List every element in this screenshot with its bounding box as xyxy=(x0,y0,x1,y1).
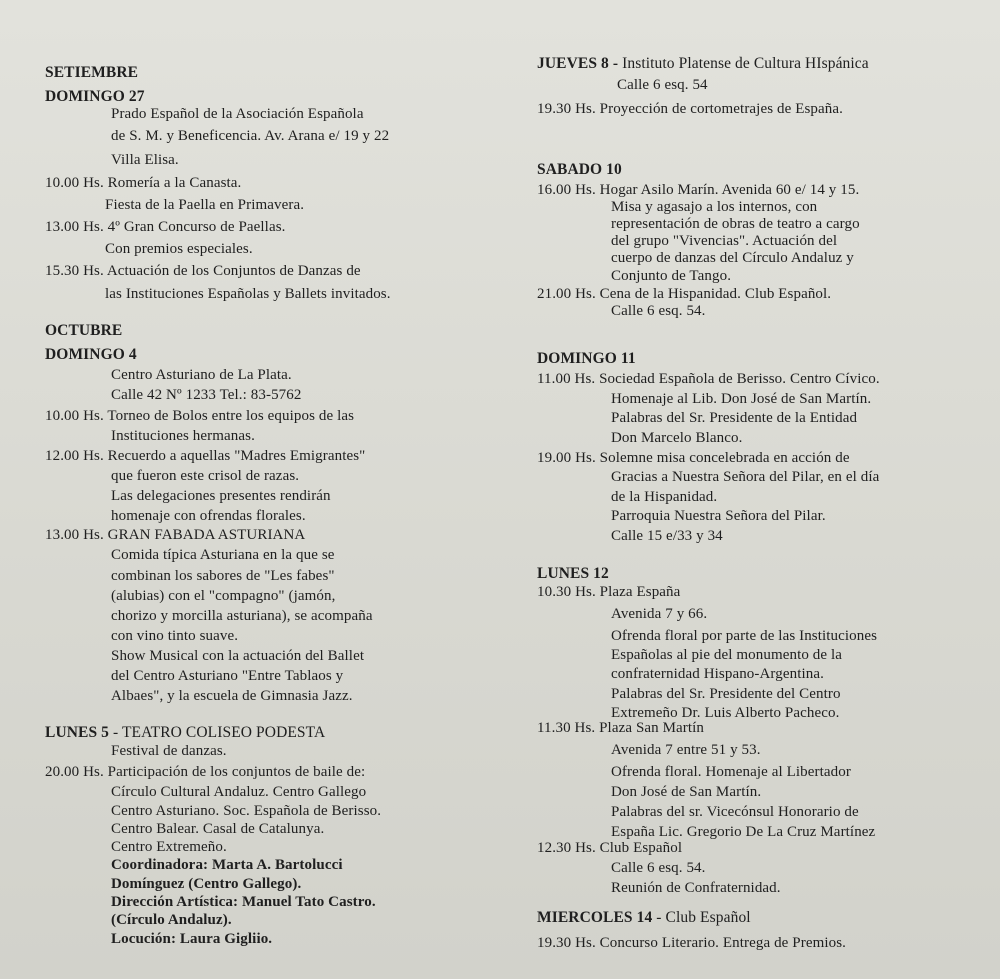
credit-line: Dirección Artística: Manuel Tato Castro. xyxy=(111,894,376,910)
event-line: Palabras del Sr. Presidente de la Entidad xyxy=(611,410,858,426)
credit-line: Coordinadora: Marta A. Bartolucci xyxy=(111,857,343,873)
credit-line: Locución: Laura Gigliio. xyxy=(111,931,273,947)
event-line: Homenaje al Lib. Don José de San Martín. xyxy=(611,391,872,407)
event-line: del Centro Asturiano "Entre Tablaos y xyxy=(111,668,344,684)
event-line: 10.30 Hs. Plaza España xyxy=(537,584,681,600)
event-line: Españolas al pie del monumento de la xyxy=(611,647,843,663)
day-label: JUEVES 8 - xyxy=(537,55,619,72)
event-line: Don José de San Martín. xyxy=(611,784,762,800)
event-line: 19.00 Hs. Solemne misa concelebrada en acción de xyxy=(537,450,850,466)
day-venue: Instituto Platense de Cultura HIspánica xyxy=(618,55,869,72)
event-line: Don Marcelo Blanco. xyxy=(611,430,743,446)
credit-line: Domínguez (Centro Gallego). xyxy=(111,876,302,892)
event-line: Avenida 7 entre 51 y 53. xyxy=(611,742,761,758)
day-heading-lunes-5 xyxy=(45,724,325,741)
event-line: 10.00 Hs. Romería a la Canasta. xyxy=(45,175,242,191)
event-line: cuerpo de danzas del Círculo Andaluz y xyxy=(611,250,854,266)
event-line: 16.00 Hs. Hogar Asilo Marín. Avenida 60 e/ 14 y 15. xyxy=(537,182,860,198)
event-line: Comida típica Asturiana en la que se xyxy=(111,547,335,563)
event-line: chorizo y morcilla asturiana), se acompaña xyxy=(111,608,373,624)
event-line: Círculo Cultural Andaluz. Centro Gallego xyxy=(111,784,367,800)
event-line: 11.30 Hs. Plaza San Martín xyxy=(537,720,705,736)
month-heading-octubre: OCTUBRE xyxy=(45,322,123,339)
event-line: Las delegaciones presentes rendirán xyxy=(111,488,331,504)
day-label: LUNES 5 xyxy=(45,724,110,741)
event-line: representación de obras de teatro a cargo xyxy=(611,216,860,232)
event-line: 21.00 Hs. Cena de la Hispanidad. Club Español. xyxy=(537,286,832,302)
day-label: MIERCOLES 14 xyxy=(537,909,653,926)
event-line: Show Musical con la actuación del Ballet xyxy=(111,648,365,664)
event-line: Centro Asturiano. Soc. Española de Berisso. xyxy=(111,803,382,819)
event-line: 15.30 Hs. Actuación de los Conjuntos de Danzas de xyxy=(45,263,361,279)
venue-line: de S. M. y Beneficencia. Av. Arana e/ 19 y 22 xyxy=(111,128,390,144)
event-line: las Instituciones Españolas y Ballets invitados. xyxy=(105,286,391,302)
event-line: España Lic. Gregorio De La Cruz Martínez xyxy=(611,824,876,840)
event-line: Calle 6 esq. 54. xyxy=(611,303,706,319)
venue-line: Centro Asturiano de La Plata. xyxy=(111,367,292,383)
event-line: Extremeño Dr. Luis Alberto Pacheco. xyxy=(611,705,840,721)
event-line: 13.00 Hs. 4º Gran Concurso de Paellas. xyxy=(45,219,286,235)
event-line: Con premios especiales. xyxy=(105,241,253,257)
event-line: Festival de danzas. xyxy=(111,743,227,759)
event-line: 19.30 Hs. Concurso Literario. Entrega de Premios. xyxy=(537,935,847,951)
day-heading-domingo-4: DOMINGO 4 xyxy=(45,346,137,363)
event-line: de la Hispanidad. xyxy=(611,489,718,505)
day-heading-lunes-12: LUNES 12 xyxy=(537,565,609,582)
day-heading-miercoles-14 xyxy=(537,909,751,926)
event-line: Calle 15 e/33 y 34 xyxy=(611,528,723,544)
event-line: Parroquia Nuestra Señora del Pilar. xyxy=(611,508,826,524)
event-line: que fueron este crisol de razas. xyxy=(111,468,300,484)
event-line: homenaje con ofrendas florales. xyxy=(111,508,306,524)
event-line: Centro Balear. Casal de Catalunya. xyxy=(111,821,325,837)
event-line: 20.00 Hs. Participación de los conjuntos de baile de: xyxy=(45,764,366,780)
event-line: Ofrenda floral. Homenaje al Libertador xyxy=(611,764,851,780)
day-heading-domingo-27: DOMINGO 27 xyxy=(45,88,145,105)
event-line: (alubias) con el "compagno" (jamón, xyxy=(111,588,336,604)
event-line: Calle 6 esq. 54. xyxy=(611,860,706,876)
event-line: Centro Extremeño. xyxy=(111,839,227,855)
event-line: Misa y agasajo a los internos, con xyxy=(611,199,818,215)
venue-line: Calle 42 Nº 1233 Tel.: 83-5762 xyxy=(111,387,302,403)
event-line: Ofrenda floral por parte de las Instituciones xyxy=(611,628,878,644)
event-line: Avenida 7 y 66. xyxy=(611,606,708,622)
event-line: 12.00 Hs. Recuerdo a aquellas "Madres Emigrantes" xyxy=(45,448,366,464)
venue-line: Villa Elisa. xyxy=(111,152,179,168)
event-line: 12.30 Hs. Club Español xyxy=(537,840,683,856)
day-heading-sabado-10: SABADO 10 xyxy=(537,161,622,178)
event-line: Gracias a Nuestra Señora del Pilar, en el día xyxy=(611,469,880,485)
month-heading-setiembre: SETIEMBRE xyxy=(45,64,139,81)
event-line: Fiesta de la Paella en Primavera. xyxy=(105,197,305,213)
event-line: 10.00 Hs. Torneo de Bolos entre los equipos de las xyxy=(45,408,355,424)
event-line: 13.00 Hs. GRAN FABADA ASTURIANA xyxy=(45,527,306,543)
venue-line: Prado Español de la Asociación Española xyxy=(111,106,364,122)
day-venue: - TEATRO COLISEO PODESTA xyxy=(109,724,326,741)
event-line: Palabras del Sr. Presidente del Centro xyxy=(611,686,841,702)
event-line: Instituciones hermanas. xyxy=(111,428,255,444)
event-line: Albaes", y la escuela de Gimnasia Jazz. xyxy=(111,688,353,704)
event-line: con vino tinto suave. xyxy=(111,628,239,644)
event-line: del grupo "Vivencias". Actuación del xyxy=(611,233,838,249)
event-line: Conjunto de Tango. xyxy=(611,268,732,284)
day-venue: - Club Español xyxy=(652,909,751,926)
event-line: 11.00 Hs. Sociedad Española de Berisso. Centro Cívico. xyxy=(537,371,880,387)
day-heading-jueves-8 xyxy=(537,55,869,72)
event-line: confraternidad Hispano-Argentina. xyxy=(611,666,824,682)
event-line: Palabras del sr. Vicecónsul Honorario de xyxy=(611,804,859,820)
event-line: combinan los sabores de "Les fabes" xyxy=(111,568,335,584)
event-line: 19.30 Hs. Proyección de cortometrajes de España. xyxy=(537,101,843,117)
event-line: Reunión de Confraternidad. xyxy=(611,880,781,896)
credit-line: (Círculo Andaluz). xyxy=(111,912,232,928)
day-heading-domingo-11: DOMINGO 11 xyxy=(537,350,636,367)
venue-line: Calle 6 esq. 54 xyxy=(617,77,708,93)
